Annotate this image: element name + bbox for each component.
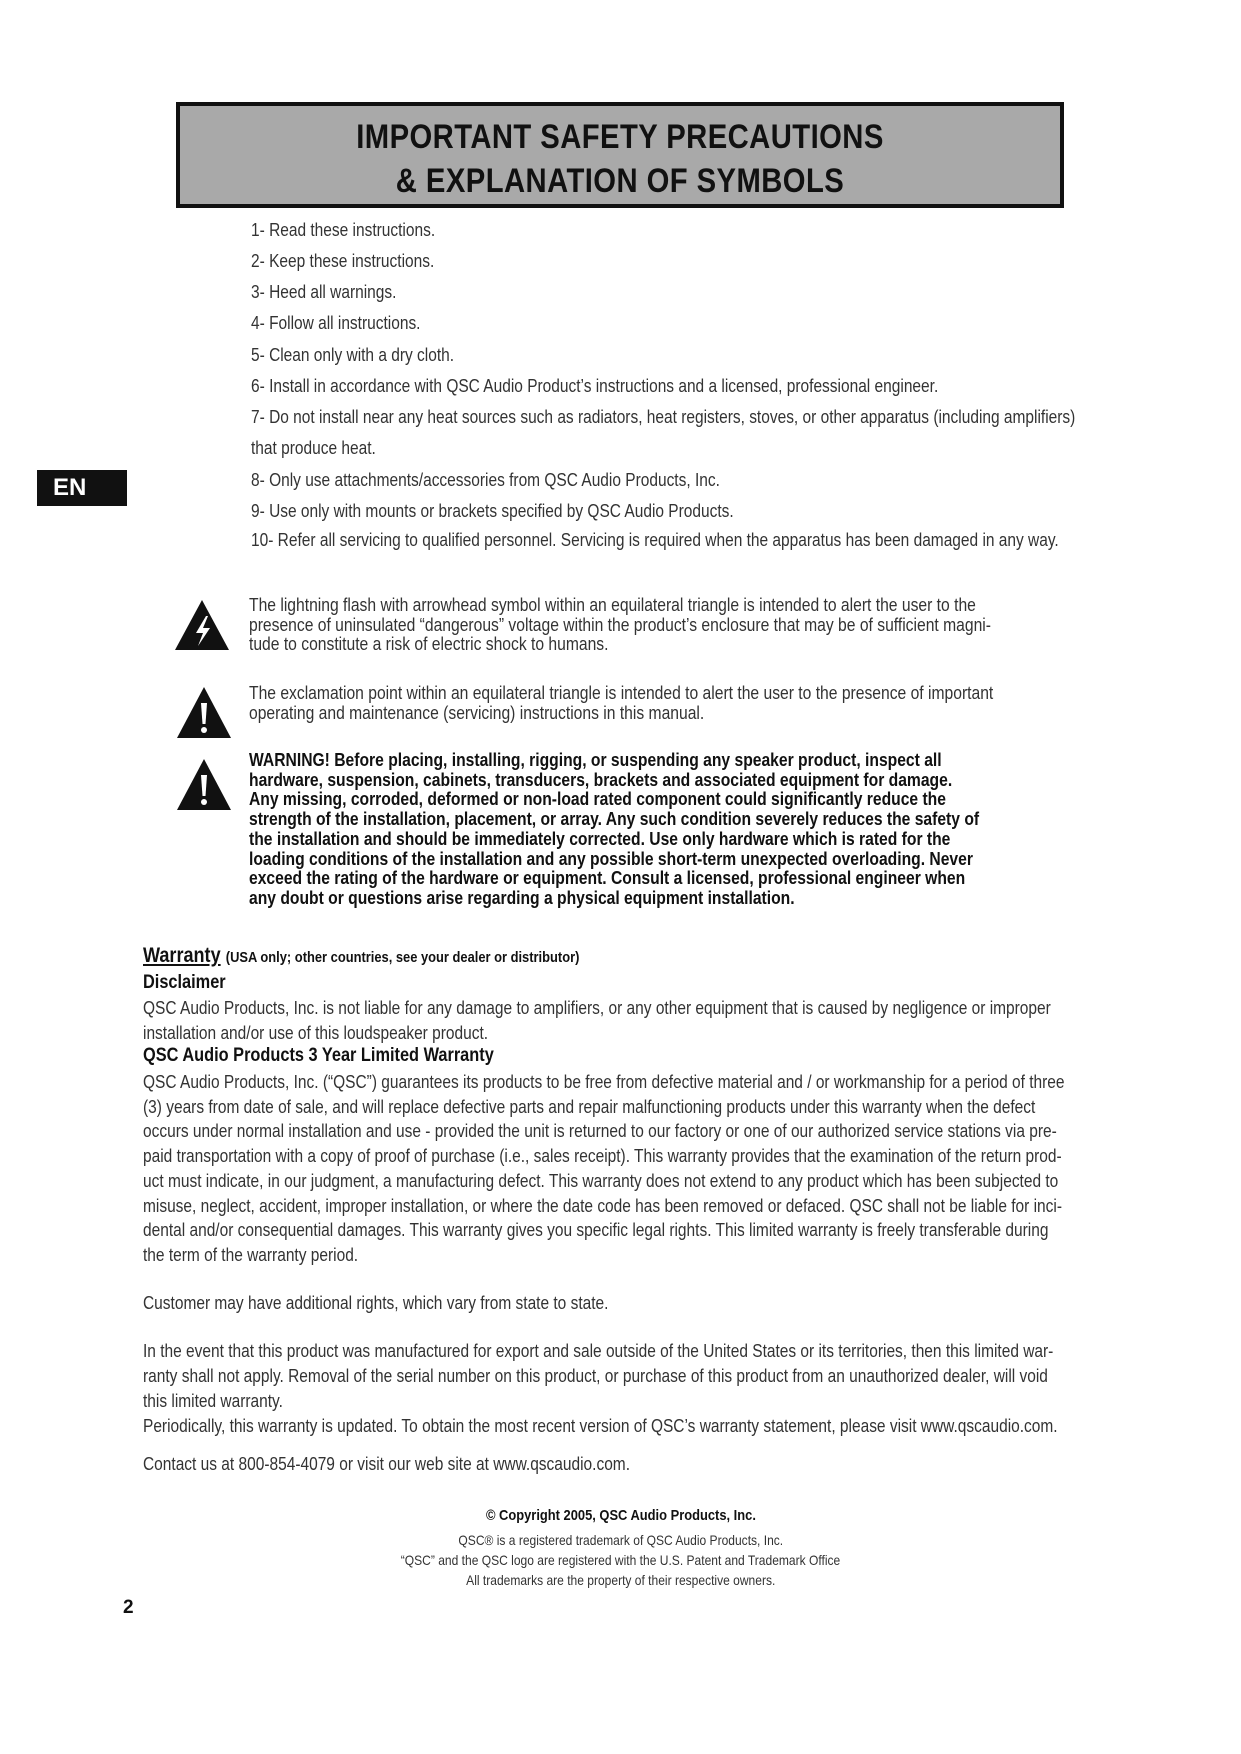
language-tab: EN — [37, 470, 127, 506]
instruction-item: 7- Do not install near any heat sources such as radiators, heat registers, stoves, or other apparatus (including amplifiers) — [251, 407, 1076, 427]
instruction-item: that produce heat. — [251, 438, 376, 458]
instruction-item: 4- Follow all instructions. — [251, 313, 421, 333]
page-number: 2 — [123, 1597, 134, 1618]
instruction-item: 8- Only use attachments/accessories from QSC Audio Products, Inc. — [251, 470, 720, 490]
additional-rights-text: Customer may have additional rights, which vary from state to state. — [143, 1293, 609, 1313]
trademark-line-1: QSC® is a registered trademark of QSC Audio Products, Inc. — [458, 1532, 783, 1548]
limited-warranty-heading: QSC Audio Products 3 Year Limited Warranty — [143, 1045, 494, 1066]
trademark-line-3: All trademarks are the property of their respective owners. — [465, 1572, 776, 1588]
warranty-title: Warranty — [143, 944, 221, 967]
disclaimer-text: QSC Audio Products, Inc. is not liable for any damage to amplifiers, or any other equipment that is caused by negligence or improper installation and/or use of this loudspeaker product. — [143, 998, 1051, 1043]
export-text: In the event that this product was manufactured for export and sale outside of the United States or its territories, then this limited war- ranty shall not apply. Removal of the serial number on this product, or purchase of this product from an unauthorized dealer, will void this limited warranty. Periodically, this warranty is updated. To obtain the most recent version of QSC’s warranty statement, please visit www.qscaudio.com. — [143, 1341, 1058, 1436]
exclamation-symbol-text: The exclamation point within an equilateral triangle is intended to alert the user to the presence of important operating and maintenance (servicing) instructions in this manual. — [249, 683, 994, 723]
instruction-item: 10- Refer all servicing to qualified personnel. Servicing is required when the apparatus has been damaged in any way. — [251, 530, 1059, 550]
instruction-item: 9- Use only with mounts or brackets specified by QSC Audio Products. — [251, 501, 734, 521]
lightning-triangle-icon — [173, 598, 231, 652]
title-line-2: & EXPLANATION OF SYMBOLS — [395, 162, 845, 200]
contact-text: Contact us at 800-854-4079 or visit our web site at www.qscaudio.com. — [143, 1454, 631, 1474]
page-title — [176, 102, 1064, 208]
warning-text: WARNING! Before placing, installing, rigging, or suspending any speaker product, inspect all hardware, suspension, cabinets, transducers, brackets and associated equipment for damage. Any missing, corroded, deformed or non-load rated component could significantly reduce the strength of the installation, placement, or array. Any such condition severely reduces the safety of the installation and should be immediately corrected. Use only hardware which is rated for the loading conditions of the installation and any possible short-term unexpected overloading. Never exceed the rating of the hardware or equipment. Consult a licensed, professional engineer when any doubt or questions arise regarding a physical equipment installation. — [249, 750, 980, 908]
warranty-note: (USA only; other countries, see your dealer or distributor) — [225, 949, 580, 966]
warranty-heading — [143, 944, 579, 968]
exclamation-triangle-icon — [175, 685, 233, 740]
disclaimer-heading: Disclaimer — [143, 972, 226, 993]
instruction-item: 3- Heed all warnings. — [251, 282, 397, 302]
copyright-line: © Copyright 2005, QSC Audio Products, Inc. — [485, 1507, 756, 1524]
instruction-item: 1- Read these instructions. — [251, 220, 436, 240]
limited-warranty-text: QSC Audio Products, Inc. (“QSC”) guarantees its products to be free from defective material and / or workmanship for a period of three (3) years from date of sale, and will replace defective parts and repair malfunctioning products under this warranty when the defect occurs under normal installation and use - provided the unit is returned to our factory or one of our authorized service stations via pre- paid transportation with a copy of proof of purchase (i.e., sales receipt). This warranty provides that the examination of the return prod- uct must indicate, in our judgment, a manufacturing defect. This warranty does not extend to any product which has been subjected to misuse, neglect, accident, improper installation, or where the date code has been removed or defaced. QSC shall not be liable for inci- dental and/or consequential damages. This warranty gives you specific legal rights. This limited warranty is freely transferable during the term of the warranty period. — [143, 1072, 1065, 1265]
warning-triangle-icon — [175, 757, 233, 812]
trademark-line-2: “QSC” and the QSC logo are registered with the U.S. Patent and Trademark Office — [400, 1552, 841, 1568]
lightning-symbol-text: The lightning flash with arrowhead symbol within an equilateral triangle is intended to alert the user to the presence of uninsulated “dangerous” voltage within the product’s enclosure that may be of sufficient magni- tude to constitute a risk of electric shock to humans. — [249, 595, 991, 654]
instruction-item: 6- Install in accordance with QSC Audio Product’s instructions and a licensed, professional engineer. — [251, 376, 939, 396]
instruction-item: 2- Keep these instructions. — [251, 251, 435, 271]
instruction-item: 5- Clean only with a dry cloth. — [251, 345, 455, 365]
title-line-1: IMPORTANT SAFETY PRECAUTIONS — [356, 118, 884, 156]
